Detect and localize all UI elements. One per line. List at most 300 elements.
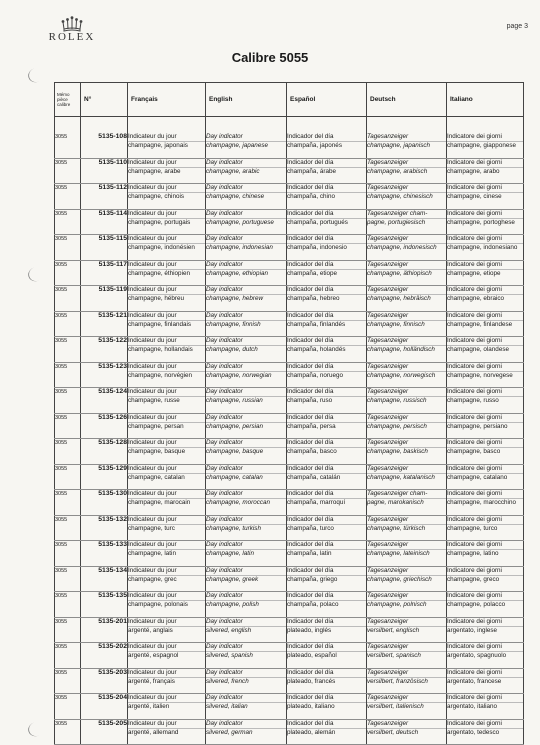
cell-line: champagne, basque [206, 448, 264, 455]
cell-part-number: 5135-119 [81, 286, 128, 312]
cell-line: champagne, éthiopien [128, 269, 190, 277]
cell-calibre: 3055 [55, 260, 81, 286]
cell-line: versilbert, spanisch [367, 652, 421, 659]
cell-line: argentato, inglese [447, 626, 498, 634]
cell-line: champaña, japonés [287, 142, 342, 149]
cell-line: Day indicator [206, 159, 286, 168]
cell-line: Day indicator [206, 720, 286, 729]
cell-line: champagne, griechisch [367, 575, 432, 583]
col-german-header: Deutsch [367, 83, 447, 117]
cell-line: champagne, persian [206, 422, 264, 430]
cell-part-number: 5135-201 [81, 617, 128, 643]
cell-line: champaña, catalán [287, 473, 341, 481]
cell-spanish [287, 311, 367, 337]
cell-calibre: 3055 [55, 719, 81, 745]
cell-line: champaña, persa [287, 422, 336, 430]
cell-line: champaña, indonesio [287, 244, 347, 251]
cell-italian [447, 464, 524, 490]
rolex-logo [42, 16, 102, 43]
col-spanish-header: Español [287, 83, 367, 117]
page-title: Calibre 5055 [231, 50, 309, 65]
cell-french [128, 388, 206, 414]
cell-line: versilbert, englisch [367, 626, 420, 634]
cell-italian [447, 235, 524, 261]
cell-italian [447, 158, 524, 184]
cell-calibre: 3055 [55, 235, 81, 261]
cell-line: Indicador del día [287, 541, 366, 550]
cell-italian [447, 133, 524, 158]
cell-part-number: 5135-134 [81, 566, 128, 592]
cell-italian [447, 311, 524, 337]
cell-line: Day indicator [206, 516, 286, 525]
cell-german [367, 184, 447, 210]
cell-italian [447, 362, 524, 388]
cell-line: silvered, german [206, 728, 253, 736]
cell-line: champaña, noruego [287, 371, 344, 379]
cell-line: champagne, polish [206, 601, 259, 608]
cell-line: Indicateur du jour [128, 235, 205, 244]
cell-calibre: 3055 [55, 694, 81, 720]
cell-french [128, 694, 206, 720]
cell-french [128, 439, 206, 465]
cell-english [206, 694, 287, 720]
cell-calibre: 3055 [55, 515, 81, 541]
brand-name: ROLEX [48, 31, 96, 43]
cell-line: champaña, holandés [287, 346, 346, 353]
cell-line: champagne, polonais [128, 601, 188, 608]
cell-italian [447, 337, 524, 363]
cell-line: champagne, turc [128, 524, 175, 532]
cell-italian [447, 209, 524, 235]
cell-line: Indicador del día [287, 312, 366, 321]
cell-line: champagne, polnisch [367, 601, 427, 608]
cell-line: champagne, dutch [206, 346, 258, 353]
cell-french [128, 413, 206, 439]
cell-italian [447, 617, 524, 643]
cell-line: Indicador del día [287, 235, 366, 244]
cell-german [367, 235, 447, 261]
cell-english [206, 592, 287, 618]
table-row [55, 311, 524, 337]
cell-line: champagne, hébreu [128, 295, 185, 302]
cell-line: Indicateur du jour [128, 516, 205, 525]
cell-line: plateado, francés [287, 677, 336, 685]
cell-calibre: 3055 [55, 337, 81, 363]
cell-part-number: 5135-205 [81, 719, 128, 745]
cell-line: Indicatore dei giorni [447, 592, 523, 601]
cell-line: argentato, spagnuolo [447, 652, 507, 659]
cell-part-number: 5135-123 [81, 362, 128, 388]
cell-italian [447, 184, 524, 210]
cell-line: Tagesanzeiger [367, 414, 446, 423]
cell-english [206, 643, 287, 669]
table-row [55, 388, 524, 414]
cell-calibre: 3055 [55, 643, 81, 669]
cell-line: Day indicator [206, 337, 286, 346]
cell-line: Indicador del día [287, 414, 366, 423]
cell-line: Indicateur du jour [128, 465, 205, 474]
cell-line: champagne, äthiopisch [367, 269, 432, 277]
cell-french [128, 235, 206, 261]
cell-line: champagne, japanisch [367, 142, 431, 149]
cell-line: Indicatore dei giorni [447, 363, 523, 372]
table-row [55, 592, 524, 618]
cell-german [367, 439, 447, 465]
cell-line: Indicador del día [287, 439, 366, 448]
cell-spanish [287, 286, 367, 312]
cell-line: argentato, tedesco [447, 728, 500, 736]
cell-calibre: 3055 [55, 566, 81, 592]
cell-line: argenté, italien [128, 703, 170, 710]
cell-line: versilbert, deutsch [367, 728, 419, 736]
cell-italian [447, 694, 524, 720]
cell-spanish [287, 694, 367, 720]
cell-german [367, 311, 447, 337]
cell-italian [447, 541, 524, 567]
cell-line: Day indicator [206, 490, 286, 499]
cell-calibre: 3055 [55, 158, 81, 184]
cell-line: Day indicator [206, 439, 286, 448]
cell-spanish [287, 158, 367, 184]
cell-line: Indicateur du jour [128, 643, 205, 652]
table-row [55, 362, 524, 388]
cell-line: Day indicator [206, 414, 286, 423]
cell-english [206, 235, 287, 261]
cell-line: Tagesanzeiger [367, 669, 446, 678]
cell-line: Tagesanzeiger [367, 694, 446, 703]
cell-line: Indicador del día [287, 159, 366, 168]
cell-line: champagne, finnisch [367, 320, 425, 328]
cell-line: Day indicator [206, 567, 286, 576]
cell-line: Day indicator [206, 388, 286, 397]
cell-line: Day indicator [206, 286, 286, 295]
cell-line: Indicador del día [287, 210, 366, 219]
cell-line: pagne, marokanisch [367, 499, 424, 506]
cell-line: Indicateur du jour [128, 490, 205, 499]
cell-line: Indicatore dei giorni [447, 414, 523, 423]
cell-line: champagne, ethiopian [206, 269, 268, 277]
cell-german [367, 515, 447, 541]
binder-hole-mark [26, 265, 47, 284]
col-french-header: Français [128, 83, 206, 117]
cell-part-number: 5135-133 [81, 541, 128, 567]
cell-part-number: 5135-115 [81, 235, 128, 261]
table-header [55, 83, 524, 117]
cell-line: Tagesanzeiger [367, 439, 446, 448]
cell-line: Indicatore dei giorni [447, 261, 523, 270]
cell-french [128, 643, 206, 669]
cell-german [367, 388, 447, 414]
cell-line: plateado, alemán [287, 728, 336, 736]
cell-line: Indicatore dei giorni [447, 388, 523, 397]
cell-line: champagne, giapponese [447, 142, 516, 149]
cell-english [206, 337, 287, 363]
cell-line: Indicador del día [287, 694, 366, 703]
cell-line: Indicatore dei giorni [447, 567, 523, 576]
cell-line: champagne, marocain [128, 499, 191, 506]
cell-line: champagne, hebrew [206, 295, 264, 302]
cell-spanish [287, 184, 367, 210]
cell-line: champagne, russisch [367, 397, 427, 404]
table-row [55, 158, 524, 184]
cell-french [128, 133, 206, 158]
table-row [55, 719, 524, 745]
table-row [55, 490, 524, 516]
cell-spanish [287, 566, 367, 592]
cell-line: champagne, persan [128, 422, 184, 430]
cell-french [128, 668, 206, 694]
cell-german [367, 566, 447, 592]
cell-line: champagne, norvégien [128, 371, 193, 379]
cell-part-number: 5135-124 [81, 388, 128, 414]
cell-spanish [287, 719, 367, 745]
cell-line: Indicador del día [287, 363, 366, 372]
cell-line: argentato, francese [447, 677, 502, 685]
cell-german [367, 158, 447, 184]
cell-line: champagne, russian [206, 397, 263, 404]
cell-line: Indicateur du jour [128, 261, 205, 270]
cell-italian [447, 413, 524, 439]
cell-line: champagne, etiope [447, 269, 501, 277]
cell-line: Indicador del día [287, 337, 366, 346]
cell-line: champagne, catalan [206, 473, 263, 481]
table-row [55, 439, 524, 465]
cell-line: Indicateur du jour [128, 159, 205, 168]
cell-line: Indicateur du jour [128, 388, 205, 397]
cell-line: champagne, marocchino [447, 499, 516, 506]
cell-line: champagne, latin [206, 550, 254, 557]
col-english-header: English [206, 83, 287, 117]
parts-table [54, 82, 524, 745]
cell-line: champaña, basco [287, 448, 337, 455]
cell-german [367, 617, 447, 643]
cell-italian [447, 388, 524, 414]
cell-line: plateado, italiano [287, 703, 335, 710]
cell-italian [447, 592, 524, 618]
cell-line: Indicateur du jour [128, 694, 205, 703]
cell-english [206, 184, 287, 210]
cell-english [206, 515, 287, 541]
cell-french [128, 311, 206, 337]
cell-line: versilbert, italienisch [367, 703, 424, 710]
cell-line: Indicador del día [287, 592, 366, 601]
cell-line: Tagesanzeiger cham- [367, 210, 446, 219]
cell-line: champaña, árabe [287, 167, 337, 175]
cell-part-number: 5135-203 [81, 668, 128, 694]
cell-italian [447, 490, 524, 516]
cell-line: champagne, hollandais [128, 346, 193, 353]
cell-english [206, 362, 287, 388]
cell-spanish [287, 209, 367, 235]
cell-line: Tagesanzeiger [367, 159, 446, 168]
cell-line: champaña, turco [287, 524, 334, 532]
cell-spanish [287, 541, 367, 567]
cell-line: Indicatore dei giorni [447, 159, 523, 168]
cell-english [206, 133, 287, 158]
cell-line: Day indicator [206, 363, 286, 372]
cell-french [128, 260, 206, 286]
cell-line: champagne, ebraico [447, 295, 505, 302]
cell-english [206, 541, 287, 567]
cell-english [206, 490, 287, 516]
cell-line: Indicatore dei giorni [447, 235, 523, 244]
cell-part-number: 5135-108 [81, 133, 128, 158]
cell-line: champagne, latin [128, 550, 176, 557]
cell-part-number: 5135-130 [81, 490, 128, 516]
cell-line: Indicatore dei giorni [447, 439, 523, 448]
cell-line: Indicatore dei giorni [447, 669, 523, 678]
cell-calibre: 3055 [55, 362, 81, 388]
cell-spanish [287, 592, 367, 618]
cell-line: Indicatore dei giorni [447, 618, 523, 627]
cell-french [128, 337, 206, 363]
cell-french [128, 541, 206, 567]
binder-hole-mark [26, 720, 47, 739]
cell-line: champagne, norwegian [206, 371, 272, 379]
cell-line: champagne, arabic [206, 167, 260, 175]
cell-line: champagne, katalanisch [367, 473, 435, 481]
table-row [55, 184, 524, 210]
cell-line: Indicateur du jour [128, 363, 205, 372]
cell-line: Tagesanzeiger [367, 388, 446, 397]
cell-line: Day indicator [206, 465, 286, 474]
table-row [55, 541, 524, 567]
cell-line: Day indicator [206, 235, 286, 244]
cell-english [206, 668, 287, 694]
cell-line: Indicador del día [287, 261, 366, 270]
cell-line: Day indicator [206, 618, 286, 627]
cell-line: Day indicator [206, 669, 286, 678]
cell-german [367, 464, 447, 490]
cell-german [367, 286, 447, 312]
cell-line: champaña, latin [287, 550, 332, 557]
col-memo-header: Mémo pièce calibre [55, 83, 81, 117]
cell-italian [447, 566, 524, 592]
cell-german [367, 337, 447, 363]
cell-line: Indicateur du jour [128, 592, 205, 601]
cell-line: champagne, indonesiano [447, 244, 518, 251]
cell-line: Day indicator [206, 694, 286, 703]
cell-line: Day indicator [206, 133, 286, 142]
header-spacer [55, 117, 524, 134]
cell-line: Tagesanzeiger [367, 235, 446, 244]
cell-german [367, 592, 447, 618]
cell-line: Indicador del día [287, 567, 366, 576]
cell-line: champagne, norvegese [447, 371, 513, 379]
cell-french [128, 490, 206, 516]
cell-line: Tagesanzeiger [367, 541, 446, 550]
cell-line: Indicateur du jour [128, 286, 205, 295]
cell-line: champagne, turco [447, 524, 498, 532]
cell-line: Tagesanzeiger [367, 720, 446, 729]
cell-line: Indicador del día [287, 133, 366, 142]
cell-line: Tagesanzeiger [367, 465, 446, 474]
cell-french [128, 362, 206, 388]
cell-line: champagne, arabe [128, 167, 181, 175]
cell-part-number: 5135-112 [81, 184, 128, 210]
cell-part-number: 5135-135 [81, 592, 128, 618]
cell-line: argenté, allemand [128, 728, 179, 736]
cell-line: Day indicator [206, 541, 286, 550]
cell-italian [447, 719, 524, 745]
cell-line: silvered, italian [206, 703, 248, 710]
cell-line: champaña, finlandés [287, 320, 346, 328]
cell-german [367, 260, 447, 286]
cell-line: champagne, greco [447, 575, 500, 583]
cell-line: Indicatore dei giorni [447, 286, 523, 295]
table-row [55, 694, 524, 720]
cell-line: Indicateur du jour [128, 567, 205, 576]
cell-line: Tagesanzeiger [367, 363, 446, 372]
cell-line: Indicatore dei giorni [447, 490, 523, 499]
cell-spanish [287, 464, 367, 490]
table-row [55, 617, 524, 643]
cell-line: champagne, chinois [128, 193, 185, 200]
cell-line: champagne, arabo [447, 167, 500, 175]
cell-spanish [287, 388, 367, 414]
cell-line: Tagesanzeiger [367, 643, 446, 652]
cell-line: Indicatore dei giorni [447, 337, 523, 346]
cell-line: argentato, italiano [447, 703, 498, 710]
table-row [55, 209, 524, 235]
page-number: page 3 [506, 23, 528, 30]
cell-line: Indicateur du jour [128, 720, 205, 729]
cell-line: plateado, español [287, 652, 337, 659]
cell-line: Tagesanzeiger [367, 516, 446, 525]
cell-line: champagne, chinese [206, 193, 265, 200]
cell-german [367, 719, 447, 745]
cell-line: Indicatore dei giorni [447, 694, 523, 703]
cell-calibre: 3055 [55, 541, 81, 567]
cell-line: champagne, hebräisch [367, 295, 431, 302]
cell-line: champagne, latino [447, 550, 499, 557]
cell-calibre: 3055 [55, 133, 81, 158]
cell-line: champagne, finlandese [447, 320, 513, 328]
cell-line: Indicatore dei giorni [447, 643, 523, 652]
table-row [55, 286, 524, 312]
col-italian-header: Italiano [447, 83, 524, 117]
cell-german [367, 413, 447, 439]
cell-line: champagne, japonais [128, 142, 188, 149]
cell-french [128, 719, 206, 745]
cell-line: champagne, indonesisch [367, 244, 437, 251]
cell-line: champagne, turkish [206, 524, 261, 532]
cell-line: Tagesanzeiger [367, 184, 446, 193]
cell-part-number: 5135-204 [81, 694, 128, 720]
cell-french [128, 592, 206, 618]
cell-calibre: 3055 [55, 209, 81, 235]
cell-line: champagne, russe [128, 397, 180, 404]
binder-hole-mark [26, 66, 47, 85]
cell-line: Indicatore dei giorni [447, 465, 523, 474]
cell-calibre: 3055 [55, 439, 81, 465]
table-row [55, 337, 524, 363]
cell-line: champaña, hebreo [287, 295, 340, 302]
cell-line: argenté, espagnol [128, 652, 179, 659]
cell-line: Indicateur du jour [128, 184, 205, 193]
cell-line: Indicatore dei giorni [447, 541, 523, 550]
cell-french [128, 617, 206, 643]
cell-spanish [287, 362, 367, 388]
cell-line: Day indicator [206, 184, 286, 193]
cell-line: champaña, griego [287, 575, 338, 583]
table-row [55, 133, 524, 158]
cell-calibre: 3055 [55, 490, 81, 516]
cell-line: champagne, türkisch [367, 524, 426, 532]
table-row [55, 413, 524, 439]
cell-line: Tagesanzeiger [367, 618, 446, 627]
cell-line: Indicateur du jour [128, 439, 205, 448]
